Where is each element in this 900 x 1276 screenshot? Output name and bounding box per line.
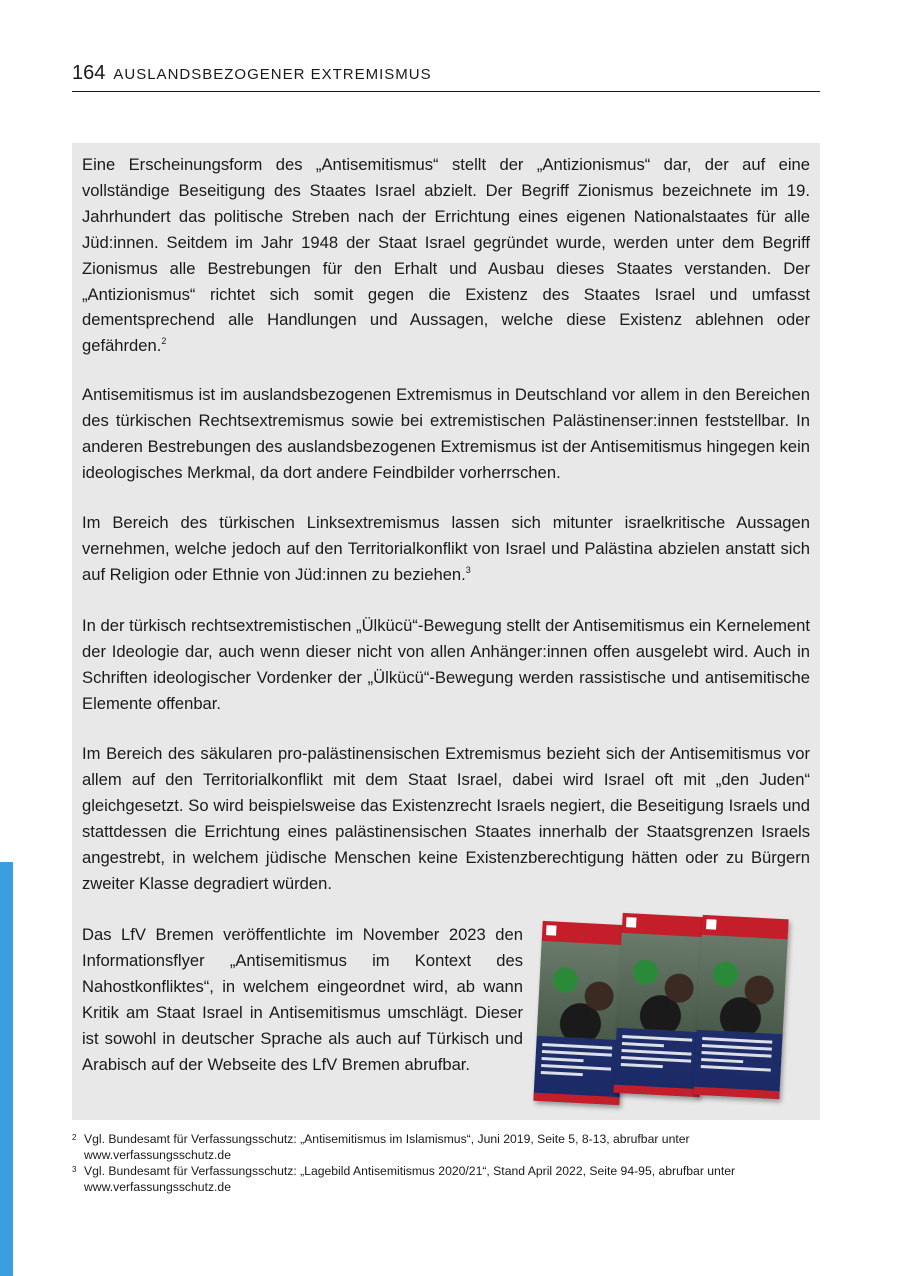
paragraph-verbreitung: Antisemitismus ist im auslandsbezogenen Extremismus in Deutschland vor allem in den Bereichen des türkischen Rechtsextremismus sowie bei extremistischen Palästinenser:innen feststellbar. In anderen Bestrebungen des auslandsbezogenen Extremismus ist der Antisemitismus hingegen kein ideologisches Merkmal, da dort andere Feindbilder vorherrschen. xyxy=(82,385,810,482)
paragraph-antizionismus: Eine Erscheinungsform des „Antisemitismus“ stellt der „Antizionismus“ dar, der auf eine vollständige Beseitigung des Staates Israel abzielt. Der Begriff Zionismus bezeichnete im 19. Jahrhundert das politische Streben nach der Errichtung eines eigenen Nationalstaates für alle Jüd:innen. Seitdem im Jahr 1948 der Staat Israel gegründet wurde, werden unter dem Begriff Zionismus alle Bestrebungen für den Erhalt und Ausbau dieses Staates verstanden. Der „Antizionismus“ richtet sich somit gegen die Existenz des Staates Israel und umfasst dementsprechend alle Handlungen und Aussagen, welche diese Existenz ablehnen oder gefährden.$^2$ xyxy=(82,155,810,356)
running-header xyxy=(72,58,820,92)
logo-icon xyxy=(706,919,717,930)
paragraph-linksextremismus: Im Bereich des türkischen Linksextremismus lassen sich mitunter israelkritische Aussagen vernehmen, welche jedoch auf den Territorialkonflikt von Israel und Palästina abzielen anstatt sich auf Religion oder Ethnie von Jüd:innen zu beziehen.$^3$ xyxy=(82,513,810,584)
page-number: 164 xyxy=(72,62,106,84)
flyer-image xyxy=(538,913,800,1103)
footnote-3 xyxy=(72,1163,820,1195)
footnote-ref-3[interactable]: 3 xyxy=(465,564,471,575)
paragraph-flyer-hinweis: Das LfV Bremen veröffentlichte im November 2023 den Informationsflyer „Antisemitismus im Kontext des Nahostkonfliktes“, in welchem eingeordnet wird, ab wann Kritik am Staat Israel in Antisemitismus umschlägt. Dieser ist sowohl in deutscher Sprache als auch auf Türkisch und Arabisch auf der Webseite des LfV Bremen abrufbar. xyxy=(82,925,523,1074)
section-title: AUSLANDSBEZOGENER EXTREMISMUS xyxy=(113,65,432,83)
footnote-text: Vgl. Bundesamt für Verfassungsschutz: „Lagebild Antisemitismus 2020/21“, Stand April 2022, Seite 94-95, abrufbar unter www.verfassungsschutz.de xyxy=(84,1164,736,1194)
paragraph-uelkuecue: In der türkisch rechtsextremistischen „Ülkücü“-Bewegung stellt der Antisemitismus ein Kernelement der Ideologie dar, auch wenn dieser nicht von allen Anhänger:innen offen ausgelebt wird. Auch in Schriften ideologischer Vordenker der „Ülkücü“-Bewegung werden rassistische und antisemitische Elemente offenbar. xyxy=(82,616,810,713)
info-box xyxy=(72,143,820,1120)
paragraph-pro-palaestinensisch: Im Bereich des säkularen pro-palästinensischen Extremismus bezieht sich der Antisemitismus vor allem auf den Territorialkonflikt mit dem Staat Israel, dabei wird Israel oft mit „den Juden“ gleichgesetzt. So wird beispielsweise das Existenzrecht Israels negiert, die Beseitigung Israels und stattdessen die Errichtung eines palästinensischen Staates innerhalb der Staatsgrenzen Israels angestrebt, in welchem jüdische Menschen keine Existenzberechtigung hätten oder zu Bürgern zweiter Klasse degradiert würden. xyxy=(82,744,810,893)
chapter-accent-bar xyxy=(0,862,13,1276)
footnote-text: Vgl. Bundesamt für Verfassungsschutz: „Antisemitismus im Islamismus“, Juni 2019, Seite 5, 8-13, abrufbar unter www.verfassungsschutz.de xyxy=(84,1132,690,1162)
footnote-ref-2[interactable]: 2 xyxy=(161,336,167,347)
footnotes xyxy=(72,1131,820,1195)
footnote-2 xyxy=(72,1131,820,1163)
footnote-number: 2 xyxy=(72,1133,77,1142)
flyer-turkish xyxy=(693,915,788,1099)
logo-icon xyxy=(626,917,637,928)
footnote-number: 3 xyxy=(72,1165,77,1174)
logo-icon xyxy=(546,925,557,936)
